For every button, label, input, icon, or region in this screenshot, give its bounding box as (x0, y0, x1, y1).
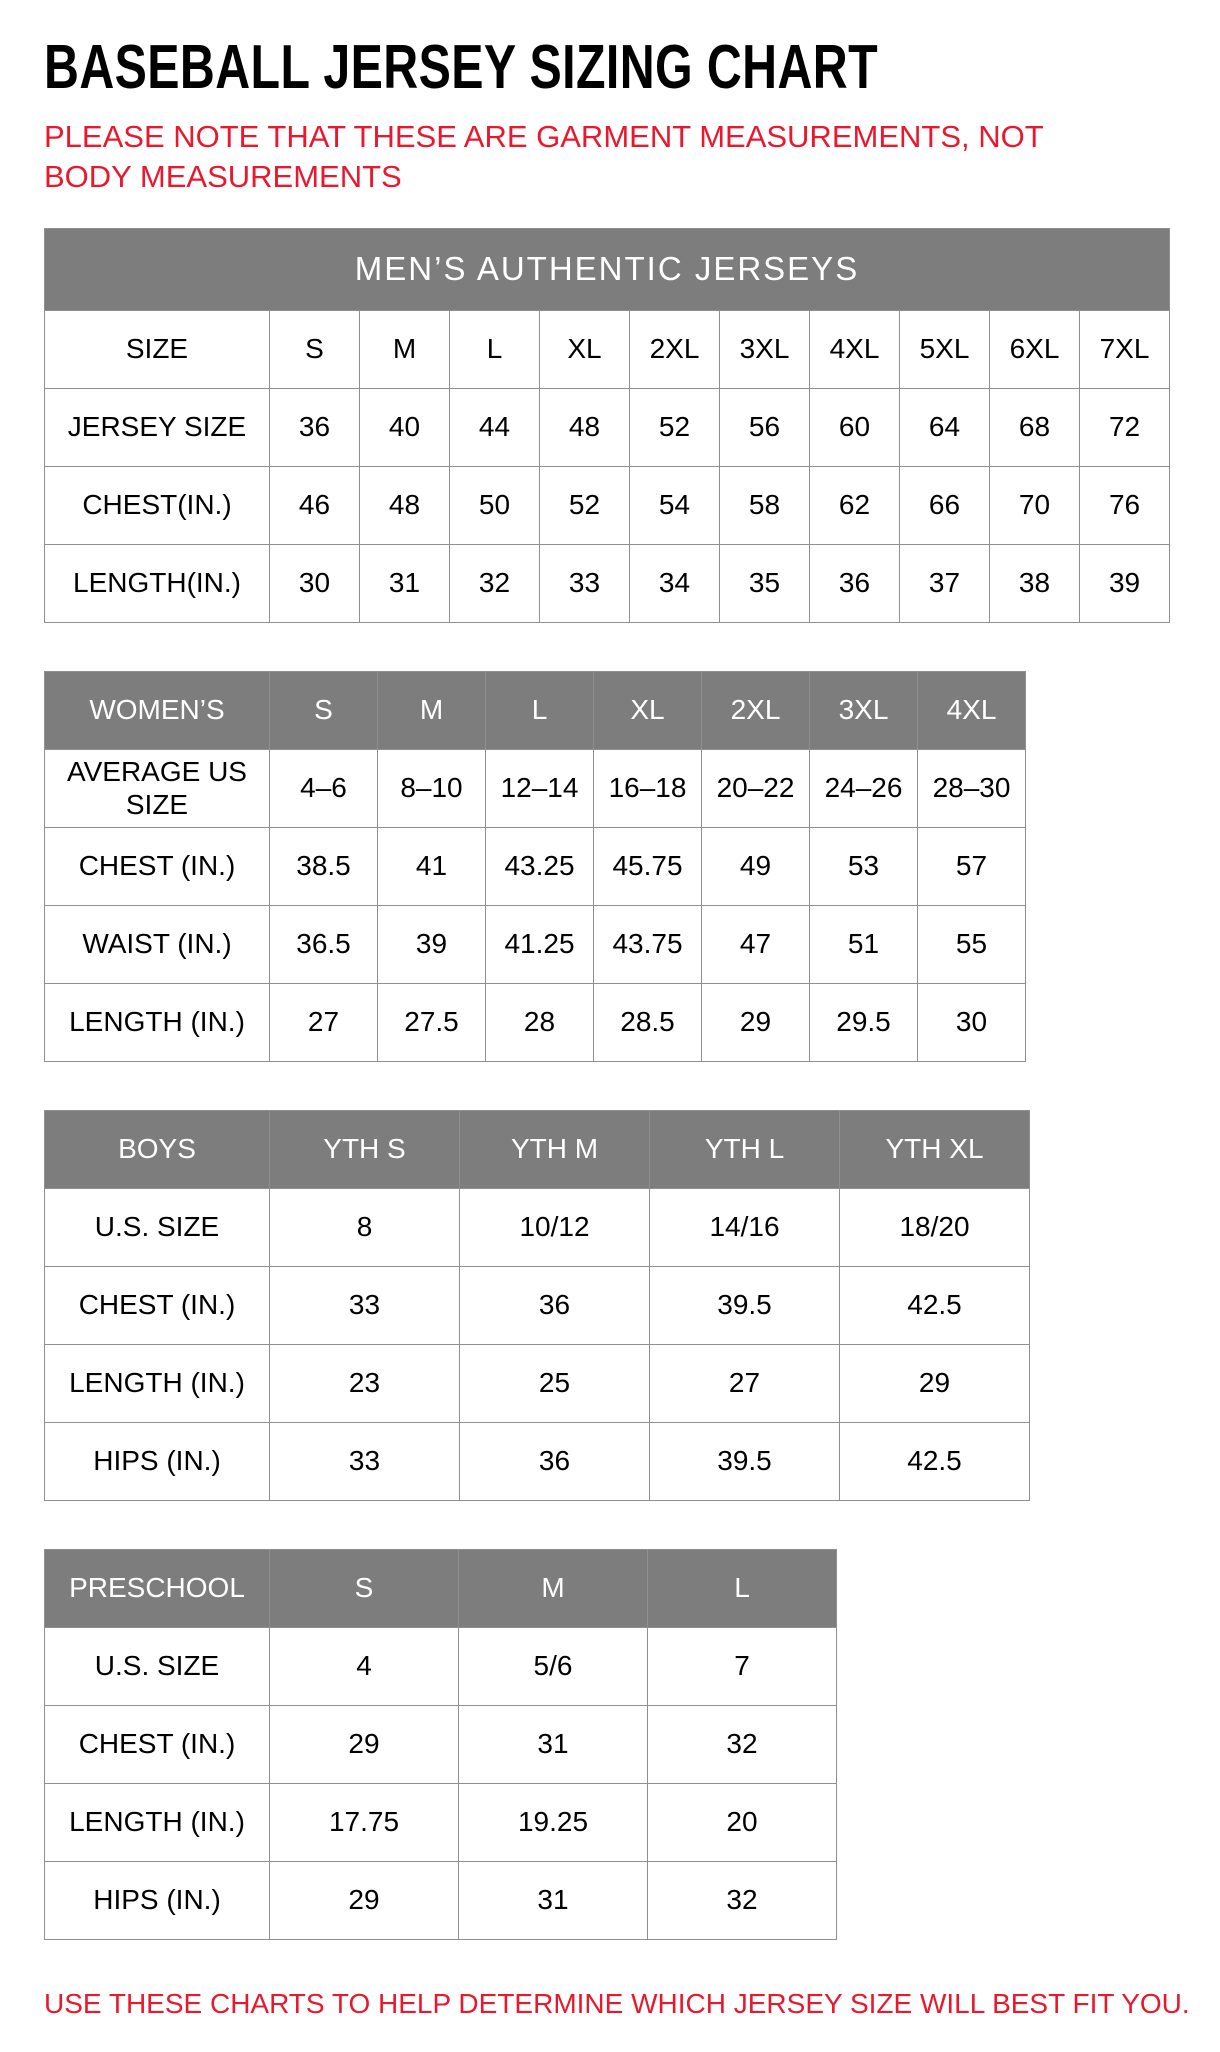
mens-value-cell: 72 (1080, 388, 1170, 466)
boys-value-cell: 39.5 (650, 1266, 840, 1344)
boys-value-cell: 29 (840, 1344, 1030, 1422)
mens-value-cell: 35 (720, 544, 810, 622)
preschool-header-row (45, 1549, 837, 1627)
womens-value-cell: 27.5 (378, 983, 486, 1061)
mens-value-cell: 62 (810, 466, 900, 544)
mens-value-cell: 46 (270, 466, 360, 544)
garment-measurement-note: PLEASE NOTE THAT THESE ARE GARMENT MEASUREMENTS, NOT BODY MEASUREMENTS (44, 119, 1044, 195)
mens-table-row (45, 544, 1170, 622)
mens-value-cell: 39 (1080, 544, 1170, 622)
mens-value-cell: 33 (540, 544, 630, 622)
mens-value-cell: 52 (540, 466, 630, 544)
womens-value-cell: 43.75 (594, 905, 702, 983)
mens-value-cell: 34 (630, 544, 720, 622)
mens-value-cell: 38 (990, 544, 1080, 622)
womens-value-cell: 20–22 (702, 749, 810, 827)
boys-table-row (45, 1188, 1030, 1266)
mens-value-cell: 36 (810, 544, 900, 622)
footer-note: USE THESE CHARTS TO HELP DETERMINE WHICH JERSEY SIZE WILL BEST FIT YOU. (44, 1987, 1190, 2019)
mens-table-row (45, 310, 1170, 388)
womens-table-row (45, 983, 1026, 1061)
womens-value-cell: 57 (918, 827, 1026, 905)
mens-value-cell: 30 (270, 544, 360, 622)
boys-size-header-cell: YTH S (270, 1110, 460, 1188)
womens-header-row (45, 671, 1026, 749)
boys-row-label: HIPS (IN.) (45, 1422, 270, 1500)
mens-value-cell: S (270, 310, 360, 388)
mens-value-cell: 60 (810, 388, 900, 466)
boys-row-label: LENGTH (IN.) (45, 1344, 270, 1422)
mens-value-cell: 68 (990, 388, 1080, 466)
mens-value-cell: 44 (450, 388, 540, 466)
mens-row-label: LENGTH(IN.) (45, 544, 270, 622)
womens-value-cell: 29.5 (810, 983, 918, 1061)
mens-value-cell: 32 (450, 544, 540, 622)
boys-size-header-cell: YTH M (460, 1110, 650, 1188)
boys-size-header-cell: YTH L (650, 1110, 840, 1188)
mens-value-cell: 36 (270, 388, 360, 466)
mens-value-cell: L (450, 310, 540, 388)
womens-row-label: CHEST (IN.) (45, 827, 270, 905)
mens-value-cell: 3XL (720, 310, 810, 388)
womens-value-cell: 27 (270, 983, 378, 1061)
boys-value-cell: 42.5 (840, 1422, 1030, 1500)
womens-row-label: WAIST (IN.) (45, 905, 270, 983)
boys-size-header-cell: YTH XL (840, 1110, 1030, 1188)
boys-value-cell: 33 (270, 1422, 460, 1500)
womens-value-cell: 28–30 (918, 749, 1026, 827)
boys-value-cell: 23 (270, 1344, 460, 1422)
womens-value-cell: 38.5 (270, 827, 378, 905)
boys-table-row (45, 1422, 1030, 1500)
mens-value-cell: 56 (720, 388, 810, 466)
preschool-row-label: CHEST (IN.) (45, 1705, 270, 1783)
mens-value-cell: 70 (990, 466, 1080, 544)
womens-value-cell: 8–10 (378, 749, 486, 827)
womens-value-cell: 29 (702, 983, 810, 1061)
womens-value-cell: 49 (702, 827, 810, 905)
womens-value-cell: 39 (378, 905, 486, 983)
womens-row-label: AVERAGE US SIZE (45, 749, 270, 827)
womens-table-row (45, 749, 1026, 827)
womens-size-header-cell: L (486, 671, 594, 749)
womens-value-cell: 36.5 (270, 905, 378, 983)
womens-value-cell: 28 (486, 983, 594, 1061)
boys-value-cell: 39.5 (650, 1422, 840, 1500)
mens-value-cell: 48 (360, 466, 450, 544)
womens-value-cell: 12–14 (486, 749, 594, 827)
mens-value-cell: 40 (360, 388, 450, 466)
preschool-value-cell: 20 (648, 1783, 837, 1861)
womens-value-cell: 41.25 (486, 905, 594, 983)
preschool-value-cell: 29 (270, 1705, 459, 1783)
boys-value-cell: 36 (460, 1422, 650, 1500)
womens-value-cell: 28.5 (594, 983, 702, 1061)
mens-value-cell: 2XL (630, 310, 720, 388)
boys-sizing-table (44, 1110, 1030, 1501)
boys-value-cell: 27 (650, 1344, 840, 1422)
womens-row-label: LENGTH (IN.) (45, 983, 270, 1061)
womens-value-cell: 53 (810, 827, 918, 905)
preschool-value-cell: 5/6 (459, 1627, 648, 1705)
preschool-table-row (45, 1861, 837, 1939)
womens-size-header-cell: XL (594, 671, 702, 749)
womens-value-cell: 24–26 (810, 749, 918, 827)
womens-value-cell: 45.75 (594, 827, 702, 905)
mens-row-label: SIZE (45, 310, 270, 388)
mens-value-cell: 50 (450, 466, 540, 544)
womens-value-cell: 30 (918, 983, 1026, 1061)
preschool-size-header-cell: S (270, 1549, 459, 1627)
preschool-value-cell: 7 (648, 1627, 837, 1705)
mens-value-cell: 37 (900, 544, 990, 622)
mens-value-cell: 31 (360, 544, 450, 622)
page-title: BASEBALL JERSEY SIZING CHART (44, 33, 879, 102)
preschool-size-header-cell: L (648, 1549, 837, 1627)
womens-size-header-cell: 4XL (918, 671, 1026, 749)
preschool-value-cell: 29 (270, 1861, 459, 1939)
mens-row-label: CHEST(IN.) (45, 466, 270, 544)
preschool-row-label: LENGTH (IN.) (45, 1783, 270, 1861)
mens-value-cell: 54 (630, 466, 720, 544)
mens-table-row (45, 466, 1170, 544)
boys-value-cell: 25 (460, 1344, 650, 1422)
womens-value-cell: 16–18 (594, 749, 702, 827)
womens-header-label: WOMEN’S (45, 671, 270, 749)
mens-table-banner: MEN’S AUTHENTIC JERSEYS (45, 228, 1170, 310)
preschool-value-cell: 19.25 (459, 1783, 648, 1861)
mens-value-cell: 5XL (900, 310, 990, 388)
preschool-value-cell: 31 (459, 1861, 648, 1939)
boys-value-cell: 18/20 (840, 1188, 1030, 1266)
boys-value-cell: 14/16 (650, 1188, 840, 1266)
mens-value-cell: XL (540, 310, 630, 388)
mens-value-cell: 76 (1080, 466, 1170, 544)
mens-value-cell: 48 (540, 388, 630, 466)
womens-table-row (45, 827, 1026, 905)
boys-table-row (45, 1344, 1030, 1422)
boys-value-cell: 8 (270, 1188, 460, 1266)
mens-value-cell: M (360, 310, 450, 388)
preschool-table-row (45, 1627, 837, 1705)
mens-authentic-jerseys-table (44, 228, 1170, 623)
womens-value-cell: 4–6 (270, 749, 378, 827)
mens-value-cell: 66 (900, 466, 990, 544)
boys-value-cell: 10/12 (460, 1188, 650, 1266)
preschool-value-cell: 32 (648, 1705, 837, 1783)
womens-value-cell: 41 (378, 827, 486, 905)
boys-row-label: U.S. SIZE (45, 1188, 270, 1266)
womens-size-header-cell: 3XL (810, 671, 918, 749)
preschool-header-label: PRESCHOOL (45, 1549, 270, 1627)
mens-value-cell: 52 (630, 388, 720, 466)
preschool-value-cell: 32 (648, 1861, 837, 1939)
boys-table-row (45, 1266, 1030, 1344)
womens-sizing-table (44, 671, 1026, 1062)
boys-header-label: BOYS (45, 1110, 270, 1188)
boys-value-cell: 33 (270, 1266, 460, 1344)
womens-value-cell: 51 (810, 905, 918, 983)
mens-value-cell: 7XL (1080, 310, 1170, 388)
mens-table-row (45, 388, 1170, 466)
womens-size-header-cell: M (378, 671, 486, 749)
boys-value-cell: 42.5 (840, 1266, 1030, 1344)
preschool-value-cell: 31 (459, 1705, 648, 1783)
mens-value-cell: 6XL (990, 310, 1080, 388)
preschool-table-row (45, 1705, 837, 1783)
preschool-sizing-table (44, 1549, 837, 1940)
mens-value-cell: 58 (720, 466, 810, 544)
preschool-table-row (45, 1783, 837, 1861)
womens-value-cell: 43.25 (486, 827, 594, 905)
preschool-size-header-cell: M (459, 1549, 648, 1627)
boys-value-cell: 36 (460, 1266, 650, 1344)
boys-row-label: CHEST (IN.) (45, 1266, 270, 1344)
mens-value-cell: 4XL (810, 310, 900, 388)
preschool-row-label: U.S. SIZE (45, 1627, 270, 1705)
mens-row-label: JERSEY SIZE (45, 388, 270, 466)
womens-size-header-cell: 2XL (702, 671, 810, 749)
womens-value-cell: 47 (702, 905, 810, 983)
preschool-value-cell: 4 (270, 1627, 459, 1705)
preschool-value-cell: 17.75 (270, 1783, 459, 1861)
womens-size-header-cell: S (270, 671, 378, 749)
womens-value-cell: 55 (918, 905, 1026, 983)
boys-header-row (45, 1110, 1030, 1188)
preschool-row-label: HIPS (IN.) (45, 1861, 270, 1939)
womens-table-row (45, 905, 1026, 983)
mens-value-cell: 64 (900, 388, 990, 466)
